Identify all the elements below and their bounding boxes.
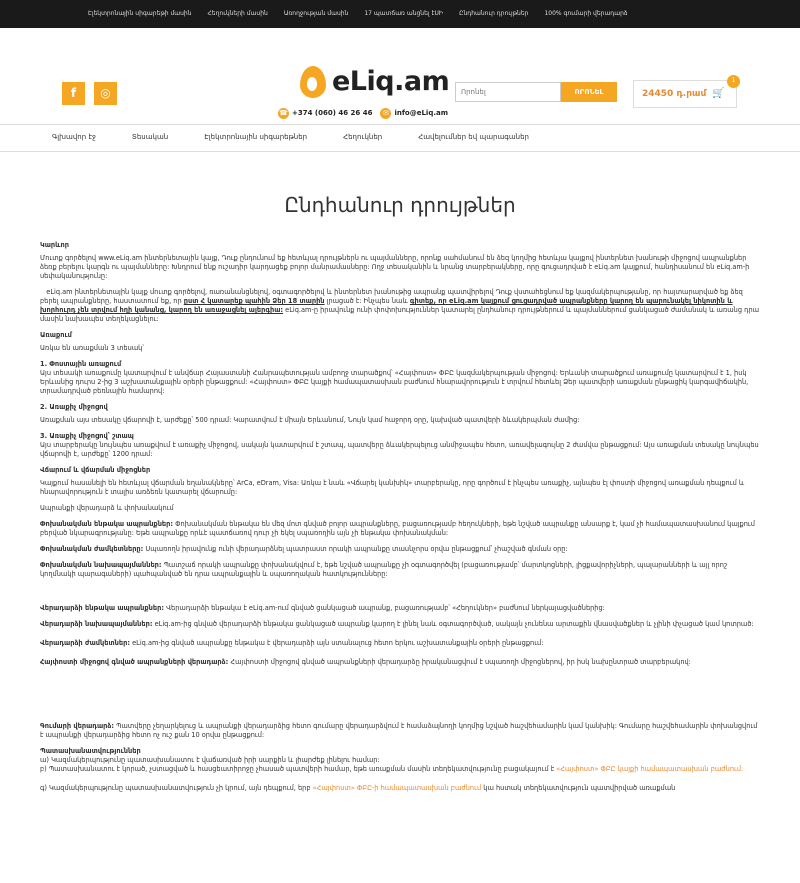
paragraph [40, 288, 760, 324]
label: Հայփոստի միջոցով գնված ապրանքների վերադարձ: [40, 658, 229, 666]
terms-content [0, 241, 800, 793]
label: Փոխանակման նախապայմաններ: [40, 561, 162, 569]
search-form [455, 82, 617, 102]
top-link-refund[interactable]: 100% գումարի վերադարձ [544, 9, 628, 17]
section-heading: Առաքում [40, 331, 72, 339]
label: Վերադարձի ժամկետներ: [40, 639, 131, 647]
instagram-icon[interactable]: ◎ [94, 82, 117, 105]
cart-count-badge: 1 [727, 75, 740, 88]
email-address: info@eLiq.am [394, 108, 449, 117]
paragraph [40, 784, 760, 793]
site-header [0, 28, 800, 117]
label: Վերադարձի նախապայմաններ: [40, 620, 153, 628]
text: eLiq.am-ը իրավունք ունի փոփոխություններ կատարել ընդհանուր դրույթներում և պայմաններում ցանկացած ժամանակ և առանց դրա մասին նախապես տեղեկացնելու: [40, 306, 760, 323]
paragraph: Առկա են առաքման 3 տեսակ՝ [40, 344, 144, 352]
text: Սպառողն իրավունք ունի վերադարձնել պատրաստ որակի ապրանքը տասնչորս օրվա ընթացքում՝ չհաշված գնման օրը: [145, 545, 568, 553]
phone-contact[interactable] [278, 108, 372, 119]
section-heading: Վճարում և վճարման միջոցներ [40, 466, 151, 474]
paragraph [40, 765, 760, 774]
paragraph [40, 545, 760, 554]
section-heading: 2. Առաքիչ միջոցով [40, 403, 108, 411]
text: eLiq.am-ից գնված ապրանքը ենթակա է վերադարձի այն ստանալուց հետո երկու աշխատանքային օրերի ընթացքում: [132, 639, 544, 647]
nav-catalog[interactable]: Տեսական [131, 133, 169, 142]
paragraph [40, 658, 760, 667]
section-heading: 1. Փոստային առաքում [40, 360, 122, 368]
section-heading: Պատասխանատվություններ [40, 747, 141, 755]
paragraph: Այս տարբերակը նույնպես առաքվում է առաքիչ միջոցով, սակայն կատարվում է շտապ, պատվերը ձևակերպելուց անմիջապես հետո, առավելագույնը 2 ժամվա ընթացքում: Այս առաքման տեսակը նույնպես վճարովի է, արժեքը՝ 1200 դրամ: [40, 441, 759, 458]
paragraph [40, 639, 760, 648]
label: Գումարի վերադարձ: [40, 722, 114, 730]
hayp-link[interactable]: «Հայփոստ» ՓԲԸ կայքի համապատասխան բաժնում: [556, 765, 744, 773]
paragraph [40, 604, 760, 613]
drop-icon [300, 66, 326, 98]
top-link-health[interactable]: Առողջության մասին [283, 9, 349, 17]
nav-liquids[interactable]: Հեղուկներ [343, 133, 383, 142]
page-title: Ընդհանուր դրույթներ [284, 193, 516, 217]
paragraph [40, 520, 760, 538]
text-emphasis: ըստ Հ կատարեք պահին Ձեր 18 տարին [183, 297, 325, 305]
facebook-icon[interactable]: f [62, 82, 85, 105]
nav-accessories[interactable]: Հավելումներ եվ պարագաներ [418, 133, 529, 142]
search-button[interactable]: ՈՐՈՆԵԼ [561, 82, 617, 102]
section-heading: Ապրանքի վերադարձ և փոխանակում [40, 504, 174, 512]
text: Վերադարձի ենթակա է eLiq.am-ում գնված ցանկացած ապրանք, բացառությամբ՝ «Հեղուկներ» բաժնում ներկայացվածներից: [166, 604, 605, 612]
main-nav [0, 124, 800, 152]
label: Փոխանակման ժամկետները: [40, 545, 144, 553]
label: Փոխանակման ենթակա ապրանքներ: [40, 520, 174, 528]
nav-e-cigarettes[interactable]: Էլեկտրոնային սիգարեթներ [204, 133, 308, 142]
search-input[interactable] [455, 82, 561, 102]
spacer [40, 674, 760, 722]
paragraph: ա) Կազմակերպությունը պատասխանատու է վաճառված իրի սարքին և լիարժեք լինելու համար: [40, 756, 380, 764]
paragraph: Մուտք գործելով www.eLiq.am ինտերնետային կայք, Դուք ընդունում եք հետևյալ դրույթներն ու պայմանները, որոնք սահմանում են ձեզ կողմից հետևյա կայքով ինտերնետ խանութի միջոցով ապրանքներ ձեռք բերելու կարգն ու պայմանները: Խնդրում ենք ուշադիր կարդացեք բոլոր մանրամասները: Ողջ տեսականին և նրանց տարբերակները, որը գուցադրված է eLiq.am կայքում, հանդիսանում են eLiq.am-ի սեփականությունը: [40, 254, 750, 280]
text: Փոխանակման ենթակա են մեզ մոտ գնված բոլոր ապրանքները, բացառությամբ հեղուկների, եթե նշված ապրանքը անսարք է, կամ չի համապատասխանում կայքում բերված նկարագրությանը: Եթե ապրանքը որևէ պատճառով դուր չի եկել սպառողին այն չի ենթակա փոխանակման: [40, 520, 755, 537]
section-heading: Կարևոր [40, 241, 69, 249]
text: Հայփոստի միջոցով գնված ապրանքների վերադարձը իրականացվում է սպառողի միջոցներով, իր իսկ նախընտրած տարբերակով: [230, 658, 691, 666]
text: Պատվերը չեղարկելուց և ապրանքի վերադարձից հետո գումարը վերադարձվում է համաձայնողի կողմից նշված հաշվեհամարին կամ կանխիկ: Գումարը հաշվեհամարին փոխանցվում է ապրանքի վերադարձից հետո ոչ ուշ քան 10 օրվա ընթացքում: [40, 722, 758, 739]
label: Վերադարձի ենթակա ապրանքներ: [40, 604, 164, 612]
nav-home[interactable]: Գլխավոր էջ [52, 133, 96, 142]
social-links [62, 82, 117, 105]
cart-icon: 🛒 [712, 88, 725, 100]
text-emphasis: գիտեք, որ eLiq.am կայքում ցուցադրված ապրանքները կարող են պարունակել նիկոտին և խորհուրդ չեն տրվում հղի կանանց, կարող են առաջացնել ալերգիա: [40, 297, 733, 314]
email-contact[interactable] [380, 108, 448, 119]
top-link-liquids[interactable]: Հեղուկների մասին [207, 9, 268, 17]
text: eLiq.am ինտերնետային կայք մուտք գործելով, ռառանանցնելով, օգտագործելով և ինտերնետ խանութից ապրանք պատվիրելով Դուք վստահեցնում եք կազմակերպությանը, որ հայտարարված եք ձեզ բերել ապրանքները, հաստատում եք, որ [40, 288, 743, 305]
logo-text: eLiq.am [332, 66, 450, 97]
spacer [40, 586, 760, 604]
text: գ) Կազմակերպությունը պատասխանատվություն չի կրում, այն դեպքում, երբ [40, 784, 311, 792]
phone-number: +374 (060) 46 26 46 [292, 108, 373, 117]
top-link-e-cig[interactable]: Էլեկտրոնային սիգարեթի մասին [88, 9, 192, 17]
phone-icon: ☎ [278, 108, 289, 119]
section-heading: 3. Առաքիչ միջոցով՝ շտապ [40, 432, 134, 440]
paragraph: Կայքում հասանելի են հետևյալ վճարման եղանակները՝ ArCa, eDram, Visa: Առկա է նաև «Վճարել կանխիկ» տարբերակը, որը գործում է ինչպես առաքիչ, այնպես էլ փոստի միջոցով առաքման դեպքում և հնարավորություն է տալիս առձեռն կատարել վճարումը: [40, 479, 745, 496]
top-links-bar [0, 0, 800, 28]
text: կա հստակ տեղեկատվություն պատվիրված առաքման [483, 784, 676, 792]
text: eLiq.am-ից գնված վերադարձի ենթակա ցանկացած ապրանք կարող է լինել նաև օգտագործված, սակայն չունենա արտաքին վնասվածքներ և չլինի փչացած կամ կոտրած: [154, 620, 754, 628]
paragraph: Այս տեսակի առաքումը կատարվում է անվճար Հայաստանի Հանրապետության ամբողջ տարածքով՝ «Հայփոստ» ՓԲԸ կազմակերպության միջոցով: Երևանի տարածքում առաքումը կատարվում է 1, իսկ Երևանից դուրս 2-ից 3 աշխատանքային օրերի ընթացքում: «Հայփոստ» ՓԲԸ կայքի համապատասխան բաժնում հնարավորություն է տրվում հետևել Ձեր պատվերի առաքման ընթացիկ կարգավիճակին, տրամադրված բեռնային համարով: [40, 369, 749, 395]
email-icon: ✉ [380, 108, 391, 119]
site-logo[interactable] [300, 64, 449, 100]
cart-widget[interactable] [633, 77, 737, 108]
text: լրացած է: Ինչպես նաև [326, 297, 408, 305]
contact-info [278, 108, 448, 119]
cart-total: 24450 դ.րամ [642, 88, 707, 99]
paragraph [40, 620, 760, 629]
hayp-link[interactable]: «Հայփոստ» ՓԲԸ-ի համապատասխան բաժնում [312, 784, 482, 792]
top-link-terms[interactable]: Ընդհանուր դրույթներ [459, 9, 529, 17]
paragraph [40, 722, 760, 740]
paragraph [40, 561, 760, 579]
top-link-17-reasons[interactable]: 17 պատճառ անցնել էՍԻ [364, 9, 444, 17]
paragraph: Առաքման այս տեսակը վճարովի է, արժեքը՝ 500 դրամ: Կարատվում է միայն Երևանում, Նույն կամ հաջորդ օրը, կախված պատվերի ձևակերպման ժամից: [40, 416, 580, 424]
text: բ) Պատասխանատու է կորած, չստացված և հասցեատիրոջը չհասած պատվերի համար, եթե առաքման մասին տեղեկատվությունը բացակայում է [40, 765, 555, 773]
text: Պատշաճ որակի ապրանքը փոխանակվում է, եթե նշված ապրանքը չի օգտագործվել (բացառությամբ՝ մարտկոցների, լիցքավորիչների, պալարանների և այլ որոշ կողմնակի պարագաների) պահպանված են դրա ապրանքային և սպառողական հատկությունները: [40, 561, 728, 578]
